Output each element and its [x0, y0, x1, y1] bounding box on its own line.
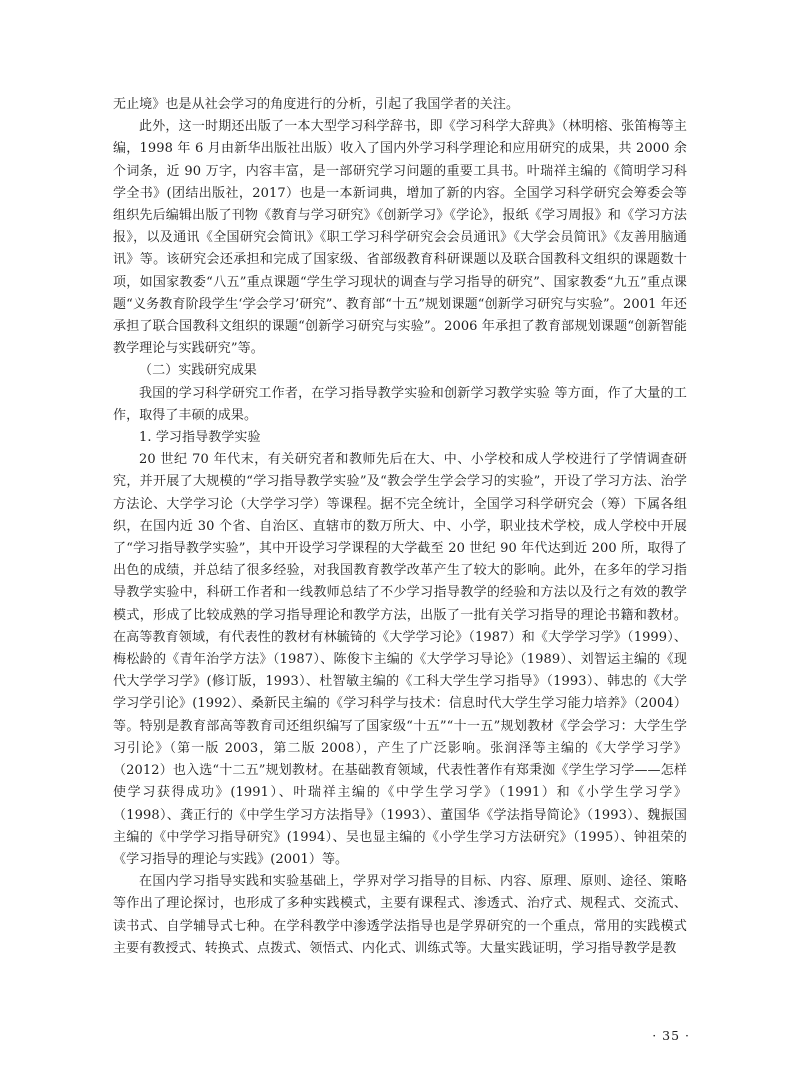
paragraph-guidance-models: 在国内学习指导实践和实验基础上，学界对学习指导的目标、内容、原理、原则、途径、策略等作出了理论探讨，也形成了多种实践模式，主要有课程式、渗透式、治疗式、规程式、交流式、读书式、自学辅导式七种。在学科教学中渗透学法指导也是学界研究的一个重点，常用的实践模式主要有教授式、转换式、点拨式、领悟式、内化式、训练式等。大量实践证明，学习指导教学是教 — [113, 874, 687, 956]
paragraph-dictionary: 此外，这一时期还出版了一本大型学习科学辞书，即《学习科学大辞典》（林明榕、张笛梅等主编，1998 年 6 月由新华出版社出版）收入了国内外学习科学理论和应用研究的成果，共 2000 余个词条，近 90 万字，内容丰富，是一部研究学习问题的重要工具书。叶瑞祥主编的《简明学习科学全书》(团结出版社，2017）也是一本新词典，增加了新的内容。全国学习科学研究会筹委会等组织先后编辑出版了刊物《教育与学习研究》《创新学习》《学论》，报纸《学习周报》和《学习方法报》，以及通讯《全国研究会简讯》《职工学习科学研究会会员通讯》《大学会员简讯》《友善用脑通讯》等。该研究会还承担和完成了国家级、省部级教育科研课题以及联合国教科文组织的课题数十项，如国家教委“八五”重点课题“学生学习现状的调查与学习指导的研究”、国家教委“九五”重点课题“义务教育阶段学生‘学会学习’研究”、教育部“十五”规划课题“创新学习研究与实验”。2001 年还承担了联合国教科文组织的课题“创新学习研究与实验”。2006 年承担了教育部规划课题“创新智能教学理论与实践研究”等。 — [113, 119, 687, 357]
page-number: · 35 · — [652, 1028, 690, 1043]
subsection-heading-guidance: 1. 学习指导教学实验 — [139, 430, 261, 446]
paragraph-guidance-experiment: 20 世纪 70 年代末，有关研究者和教师先后在大、中、小学校和成人学校进行了学情调查研究，并开展了大规模的“学习指导教学实验”及“教会学生学会学习的实验”，开设了学习方法、治学方法论、大学学习论（大学学习学）等课程。据不完全统计，全国学习科学研究会（筹）下属各组织，在国内近 30 个省、自治区、直辖市的数万所大、中、小学，职业技术学校，成人学校中开展了“学习指导教学实验”，其中开设学习学课程的大学截至 20 世纪 90 年代达到近 200 所，取得了出色的成绩，并总结了很多经验，对我国教育教学改革产生了较大的影响。此外，在多年的学习指导教学实验中，科研工作者和一线教师总结了不少学习指导教学的经验和方法以及行之有效的教学模式，形成了比较成熟的学习指导理论和教学方法，出版了一批有关学习指导的理论书籍和教材。在高等教育领域，有代表性的教材有林毓锜的《大学学习论》（1987）和《大学学习学》（1999）、梅松龄的《青年治学方法》（1987）、陈俊卞主编的《大学学习导论》（1989）、刘智运主编的《现代大学学习学》(修订版，1993）、杜智敏主编的《工科大学生学习指导》（1993）、韩忠的《大学学习学引论》(1992）、桑新民主编的《学习科学与技术：信息时代大学生学习能力培养》（2004）等。特别是教育部高等教育司还组织编写了国家级“十五”“十一五”规划教材《学会学习：大学生学习引论》（第一版 2003，第二版 2008），产生了广泛影响。张润泽等主编的《大学学习学》（2012）也入选“十二五”规划教材。在基础教育领域，代表性著作有郑秉洳《学生学习学——怎样使学习获得成功》(1991）、叶瑞祥主编的《中学生学习学》（1991）和《小学生学习学》（1998）、龚正行的《中学生学习方法指导》（1993）、董国华《学法指导简论》（1993）、魏振国主编的《中学学习指导研究》(1994）、吴也显主编的《小学生学习方法研究》（1995）、钟祖荣的《学习指导的理论与实践》(2001）等。 — [113, 452, 687, 867]
body-text — [113, 94, 687, 960]
paragraph-practice-intro: 我国的学习科学研究工作者，在学习指导教学实验和创新学习教学实验 等方面，作了大量的工作，取得了丰硕的成果。 — [113, 385, 687, 423]
section-heading-practice: （二）实践研究成果 — [139, 363, 257, 379]
paragraph-continuation: 无止境》也是从社会学习的角度进行的分析，引起了我国学者的关注。 — [113, 97, 520, 112]
